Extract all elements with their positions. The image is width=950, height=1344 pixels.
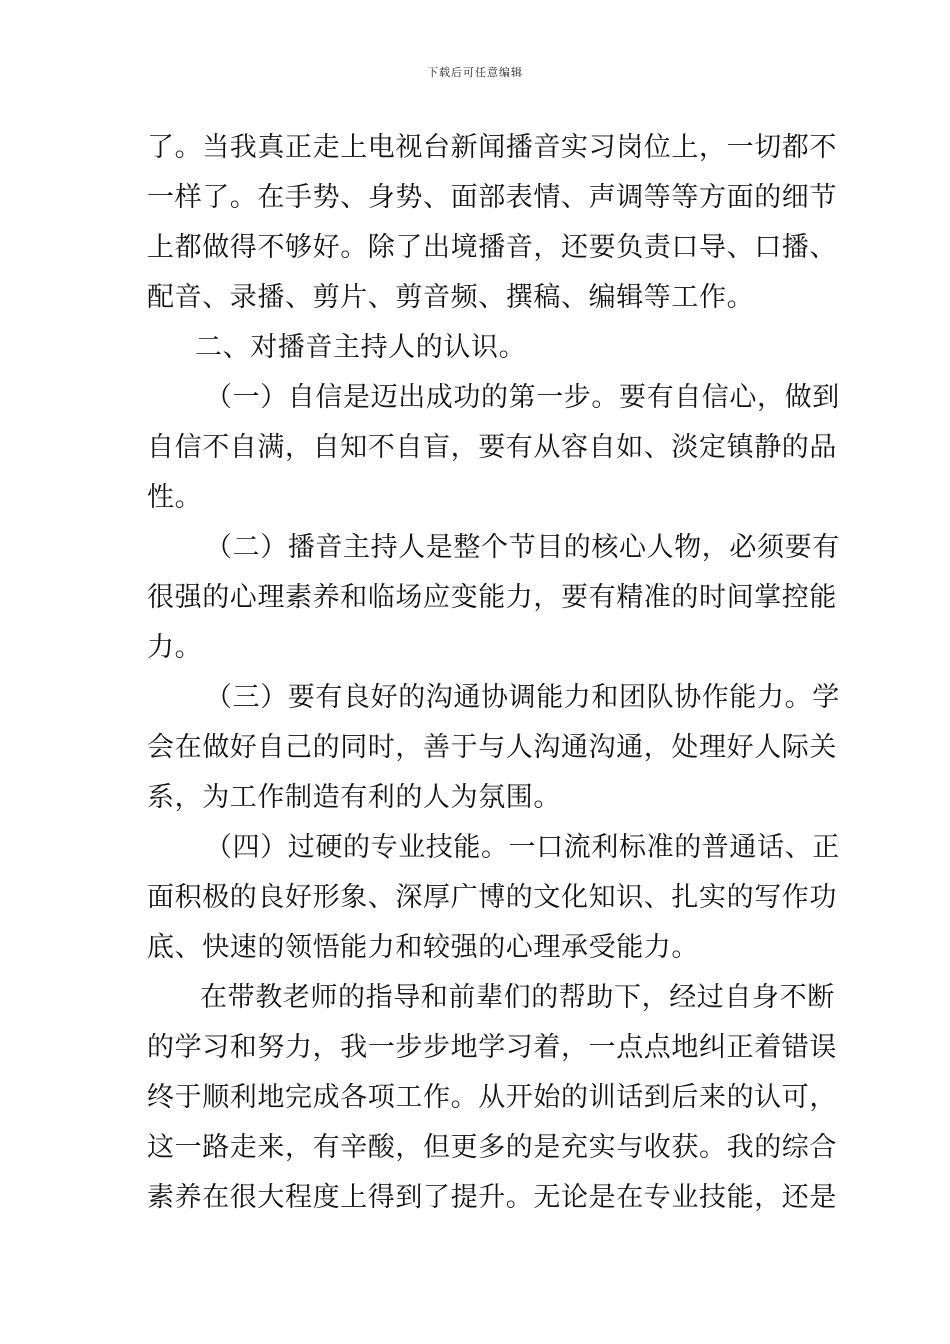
page-header: 下载后可任意编辑 [427,66,523,79]
text-line: （四）过硬的专业技能。一口流利标准的普通话、正 [205,832,840,863]
text-line: 上都做得不够好。除了出境播音，还要负责口导、口播、 [147,232,837,263]
text-line: 一样了。在手势、身势、面部表情、声调等等方面的细节 [147,182,837,213]
text-line: 这一路走来，有辛酸，但更多的是充实与收获。我的综合 [147,1132,837,1163]
section-heading: 二、对播音主持人的认识。 [195,332,527,363]
text-line: 终于顺利地完成各项工作。从开始的训话到后来的认可， [147,1082,837,1113]
text-line: （三）要有良好的沟通协调能力和团队协作能力。学 [205,682,840,713]
text-line: 了。当我真正走上电视台新闻播音实习岗位上，一切都不 [147,132,837,163]
text-line: 底、快速的领悟能力和较强的心理承受能力。 [147,932,699,963]
text-line: 配音、录播、剪片、剪音频、撰稿、编辑等工作。 [147,282,755,313]
text-line: 力。 [147,632,203,663]
text-line: 面积极的良好形象、深厚广博的文化知识、扎实的写作功 [147,882,837,913]
text-line: 很强的心理素养和临场应变能力，要有精准的时间掌控能 [147,582,837,613]
text-line: （一）自信是迈出成功的第一步。要有自信心，做到 [205,382,840,413]
text-line: 系，为工作制造有利的人为氛围。 [147,782,561,813]
text-line: 的学习和努力，我一步步地学习着，一点点地纠正着错误 [147,1032,837,1063]
text-line: 自信不自满，自知不自盲，要有从容自如、淡定镇静的品 [147,432,837,463]
text-line: 素养在很大程度上得到了提升。无论是在专业技能，还是 [147,1182,837,1213]
text-line: 性。 [147,482,203,513]
text-line: （二）播音主持人是整个节目的核心人物，必须要有 [205,532,840,563]
text-line: 在带教老师的指导和前辈们的帮助下，经过自身不断 [200,982,835,1013]
text-line: 会在做好自己的同时，善于与人沟通沟通，处理好人际关 [147,732,837,763]
